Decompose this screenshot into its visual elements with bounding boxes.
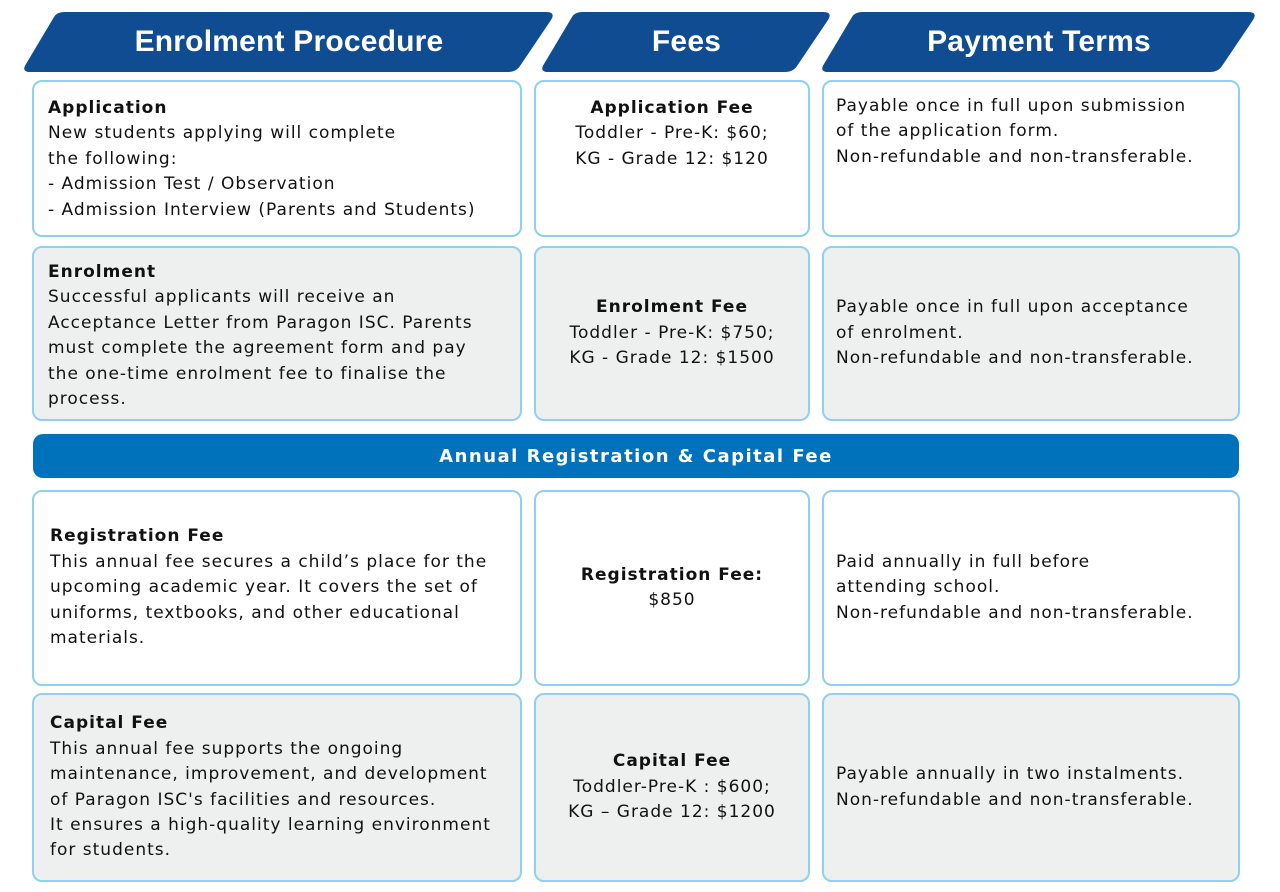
capital-terms-card xyxy=(822,693,1240,882)
application-procedure-line: the following: xyxy=(48,148,178,169)
application-fee-title: Application Fee xyxy=(590,98,754,118)
registration-fee-card xyxy=(534,490,810,686)
registration-terms-line: Non-refundable and non-transferable. xyxy=(836,602,1194,623)
application-fee-line: KG - Grade 12: $120 xyxy=(575,148,769,169)
registration-procedure-card xyxy=(32,490,522,686)
registration-procedure-line: upcoming academic year. It covers the set of xyxy=(50,577,478,598)
application-procedure-line: - Admission Interview (Parents and Students) xyxy=(48,199,476,220)
capital-procedure-line: It ensures a high-quality learning environment xyxy=(50,814,491,835)
registration-terms-card xyxy=(822,490,1240,686)
enrolment-procedure-card xyxy=(32,246,522,421)
capital-procedure-line: maintenance, improvement, and development xyxy=(50,764,488,785)
capital-terms-line: Payable annually in two instalments. xyxy=(836,764,1184,785)
registration-terms-line: Paid annually in full before xyxy=(836,551,1091,572)
enrolment-fee-title: Enrolment Fee xyxy=(596,297,748,318)
registration-procedure-line: uniforms, textbooks, and other educational xyxy=(50,602,460,623)
enrolment-fee-line: Toddler - Pre-K: $750; xyxy=(569,322,775,343)
enrolment-fee-card xyxy=(534,246,810,421)
header-fees-label: Fees xyxy=(651,25,722,58)
application-procedure-line: New students applying will complete xyxy=(48,123,397,144)
application-procedure-card xyxy=(32,80,522,237)
enrolment-terms-line: of enrolment. xyxy=(836,322,964,343)
header-fees xyxy=(542,12,831,72)
application-fee-card xyxy=(534,80,810,237)
enrolment-procedure-line: the one-time enrolment fee to finalise the xyxy=(48,363,447,384)
registration-terms-line: attending school. xyxy=(836,577,1001,598)
enrolment-terms-card xyxy=(822,246,1240,421)
enrolment-terms-line: Non-refundable and non-transferable. xyxy=(836,348,1194,369)
enrolment-procedure-line: process. xyxy=(48,389,127,410)
capital-terms-line: Non-refundable and non-transferable. xyxy=(836,789,1194,810)
header-payment-terms-label: Payment Terms xyxy=(927,25,1151,58)
capital-procedure-line: of Paragon ISC's facilities and resources. xyxy=(50,789,437,810)
application-procedure-line: - Admission Test / Observation xyxy=(48,174,336,195)
registration-procedure-line: materials. xyxy=(50,628,146,649)
registration-fee-line: $850 xyxy=(648,590,696,610)
application-fee-line: Toddler - Pre-K: $60; xyxy=(575,123,769,144)
enrolment-fee-line: KG - Grade 12: $1500 xyxy=(569,348,775,369)
header-enrolment-procedure-label: Enrolment Procedure xyxy=(134,25,444,58)
capital-fee-line: KG – Grade 12: $1200 xyxy=(568,802,776,823)
capital-fee-card xyxy=(534,693,810,882)
application-terms-line: Payable once in full upon submission xyxy=(836,96,1187,116)
capital-procedure-line: This annual fee supports the ongoing xyxy=(50,738,404,759)
application-procedure-title: Application xyxy=(48,98,168,118)
capital-procedure-title: Capital Fee xyxy=(50,713,169,734)
header-payment-terms xyxy=(822,12,1256,72)
enrolment-procedure-line: must complete the agreement form and pay xyxy=(48,338,467,359)
registration-procedure-title: Registration Fee xyxy=(50,526,225,547)
registration-procedure-line: This annual fee secures a child’s place for the xyxy=(50,551,488,572)
enrolment-procedure-line: Successful applicants will receive an xyxy=(48,287,396,308)
capital-procedure-line: for students. xyxy=(50,840,172,861)
header-enrolment-procedure xyxy=(24,12,554,72)
enrolment-procedure-line: Acceptance Letter from Paragon ISC. Parents xyxy=(48,312,473,333)
capital-fee-title: Capital Fee xyxy=(612,751,732,772)
enrolment-procedure-title: Enrolment xyxy=(48,262,157,282)
application-terms-card xyxy=(822,80,1240,237)
application-terms-line: Non-refundable and non-transferable. xyxy=(836,146,1194,167)
annual-registration-band: Annual Registration & Capital Fee xyxy=(33,434,1239,478)
enrolment-terms-line: Payable once in full upon acceptance xyxy=(836,297,1189,318)
capital-fee-line: Toddler-Pre-K : $600; xyxy=(573,776,771,797)
application-terms-line: of the application form. xyxy=(836,121,1060,142)
capital-procedure-card xyxy=(32,693,522,882)
registration-fee-title: Registration Fee: xyxy=(580,564,764,585)
